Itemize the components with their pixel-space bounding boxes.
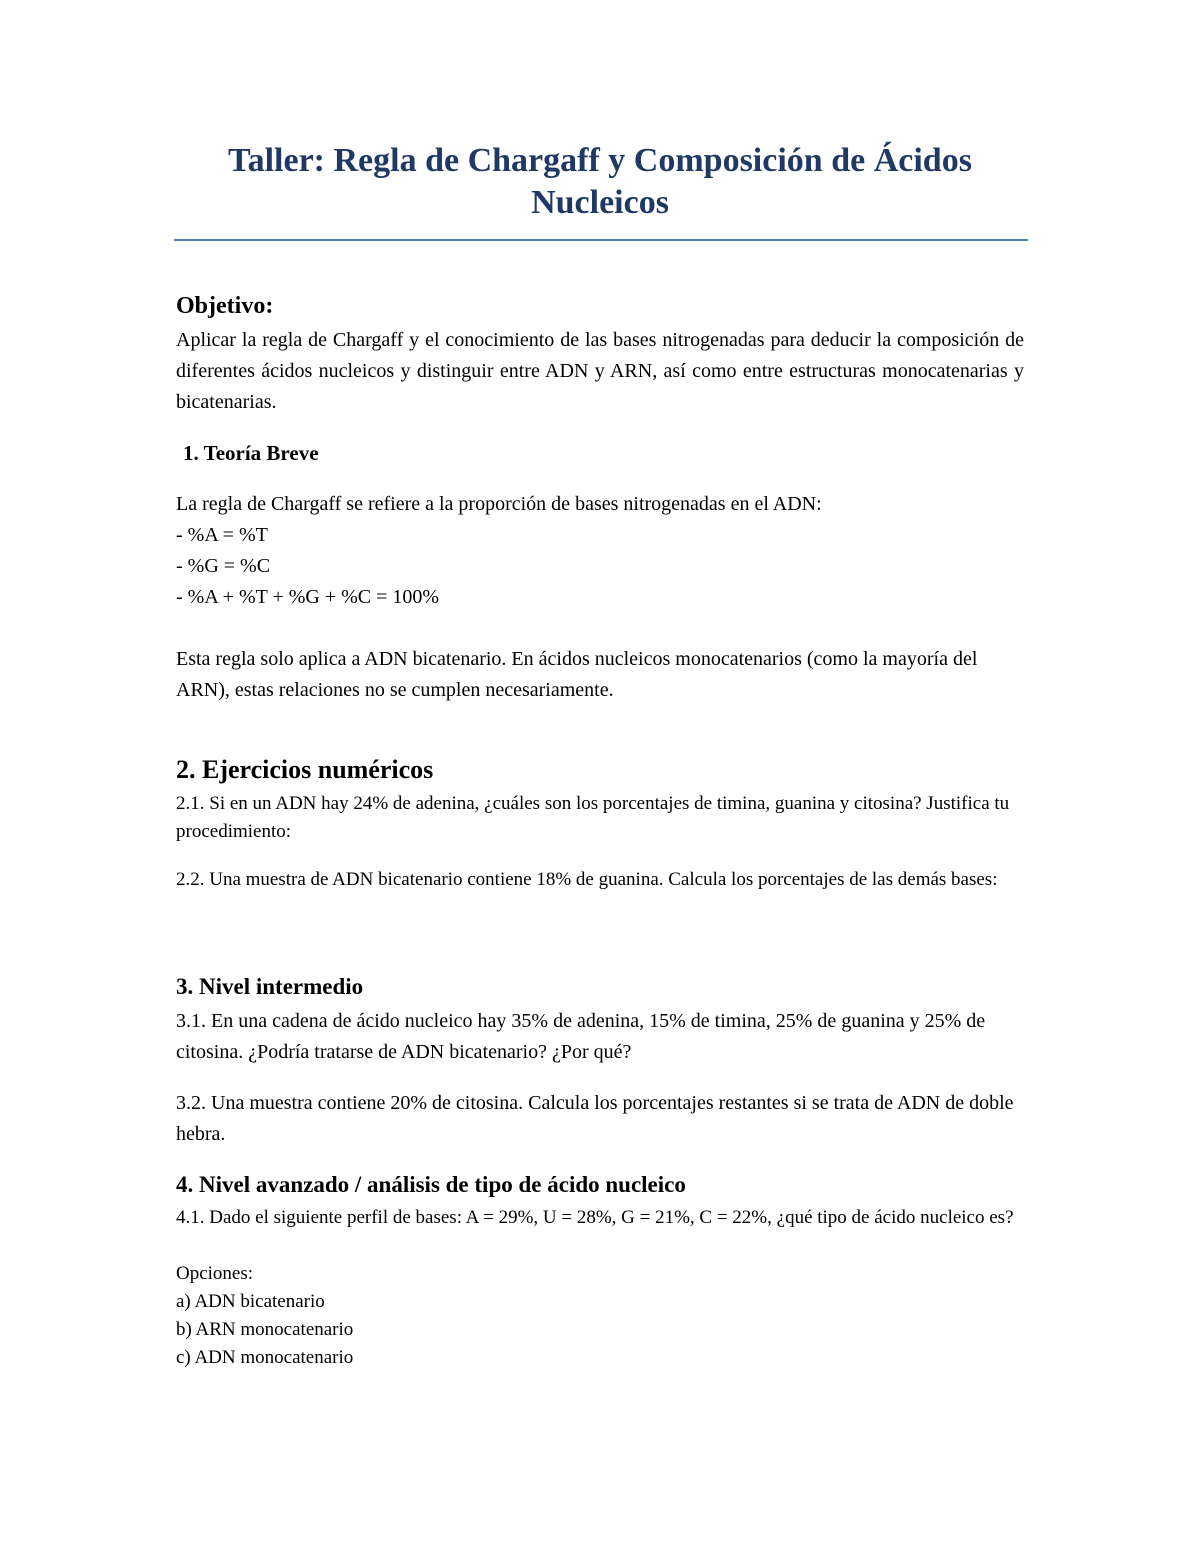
- exercise-2-1: 2.1. Si en un ADN hay 24% de adenina, ¿cuáles son los porcentajes de timina, guanina y citosina? Justifica tu procedimiento:: [176, 793, 1010, 842]
- chargaff-rule-1: - %A = %T: [176, 524, 268, 546]
- exercise-3-2: 3.2. Una muestra contiene 20% de citosina. Calcula los porcentajes restantes si se trata de ADN de doble hebra.: [176, 1092, 1014, 1145]
- objective-heading: Objetivo:: [176, 293, 274, 319]
- advanced-heading: 4. Nivel avanzado / análisis de tipo de ácido nucleico: [176, 1172, 686, 1197]
- option-a: a) ADN bicatenario: [176, 1291, 325, 1312]
- options-label: Opciones:: [176, 1263, 254, 1284]
- exercise-4-1: 4.1. Dado el siguiente perfil de bases: A = 29%, U = 28%, G = 21%, C = 22%, ¿qué tipo de ácido nucleico es?: [176, 1207, 1014, 1228]
- document-title: Taller: Regla de Chargaff y Composición de Ácidos Nucleicos: [228, 142, 972, 221]
- intermediate-heading: 3. Nivel intermedio: [176, 974, 364, 999]
- options-block: [176, 1260, 1024, 1372]
- exercise-3-1: 3.1. En una cadena de ácido nucleico hay 35% de adenina, 15% de timina, 25% de guanina y 25% de citosina. ¿Podría tratarse de ADN bicatenario? ¿Por qué?: [176, 1010, 986, 1063]
- title-divider: [174, 239, 1028, 241]
- theory-intro: La regla de Chargaff se refiere a la proporción de bases nitrogenadas en el ADN:: [176, 493, 822, 515]
- chargaff-rules-list: [176, 520, 1024, 613]
- exercise-2-2: 2.2. Una muestra de ADN bicatenario contiene 18% de guanina. Calcula los porcentajes de las demás bases:: [176, 869, 998, 890]
- chargaff-rule-2: - %G = %C: [176, 555, 271, 577]
- theory-heading: 1. Teoría Breve: [183, 441, 319, 465]
- objective-text: Aplicar la regla de Chargaff y el conocimiento de las bases nitrogenadas para deducir la composición de diferentes ácidos nucleicos y distinguir entre ADN y ARN, así como entre estructuras monocatenarias y bicatenarias.: [176, 329, 1024, 413]
- chargaff-rule-3: - %A + %T + %G + %C = 100%: [176, 586, 440, 608]
- numeric-heading: 2. Ejercicios numéricos: [176, 755, 434, 784]
- option-b: b) ARN monocatenario: [176, 1319, 354, 1340]
- theory-note: Esta regla solo aplica a ADN bicatenario. En ácidos nucleicos monocatenarios (como la mayoría del ARN), estas relaciones no se cumplen necesariamente.: [176, 648, 978, 701]
- option-c: c) ADN monocatenario: [176, 1347, 354, 1368]
